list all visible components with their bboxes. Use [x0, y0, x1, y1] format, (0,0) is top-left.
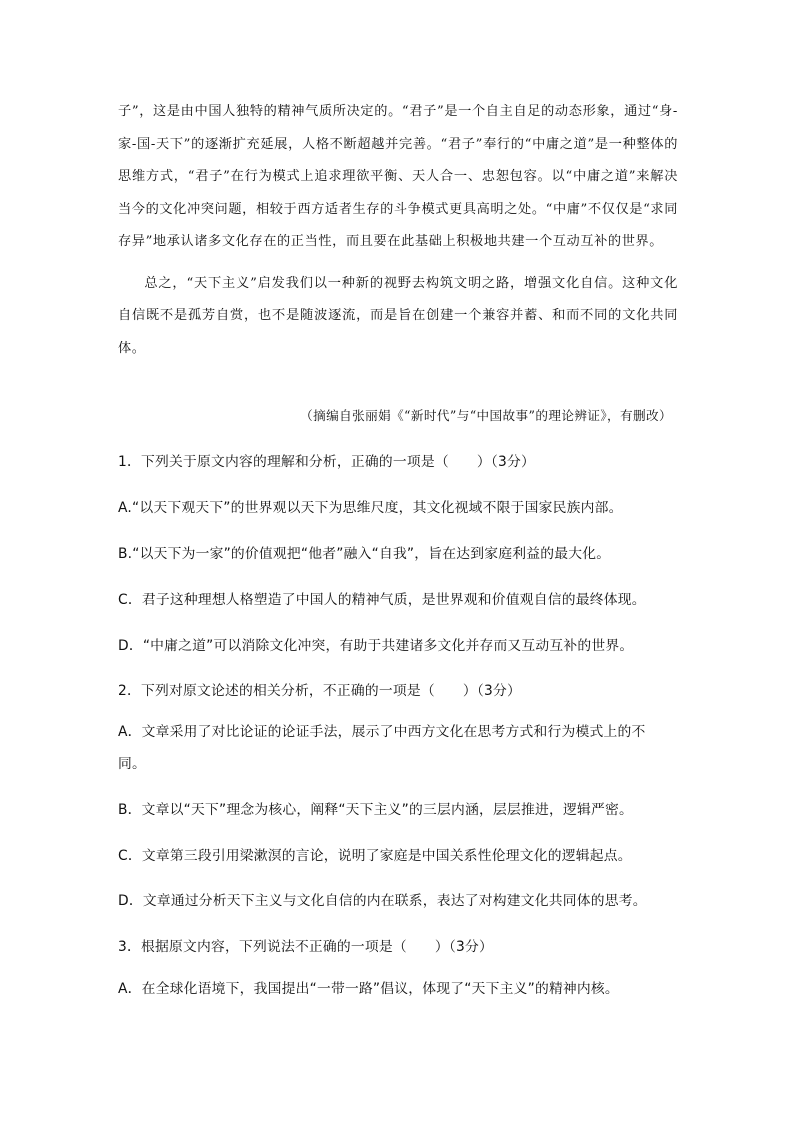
question-1-option-c: C．君子这种理想人格塑造了中国人的精神气质，是世界观和价值观自信的最终体现。	[118, 592, 646, 608]
question-3-option-a: A．在全球化语境下，我国提出“一带一路”倡议，体现了“天下主义”的精神内核。	[118, 981, 619, 997]
question-2-option-a: A．文章采用了对比论证的论证手法，展示了中西方文化在思考方式和行为模式上的不同。	[118, 724, 646, 772]
question-3-stem: 3．根据原文内容，下列说法不正确的一项是（ ）（3分）	[118, 939, 493, 955]
question-1-option-d: D．“中庸之道”可以消除文化冲突，有助于共建诸多文化并存而又互动互补的世界。	[118, 638, 634, 654]
question-2-option-c: C．文章第三段引用梁漱溟的言论，说明了家庭是中国关系性伦理文化的逻辑起点。	[118, 848, 632, 864]
reading-passage	[118, 96, 678, 365]
passage-paragraph-2: 总之，“天下主义”启发我们以一种新的视野去构筑文明之路，增强文化自信。这种文化自信既不是孤芳自赏，也不是随波逐流，而是旨在创建一个兼容并蓄、和而不同的文化共同体。	[118, 275, 678, 356]
question-2-stem: 2．下列对原文论述的相关分析，不正确的一项是（ ）（3分）	[118, 683, 521, 699]
question-2-option-b: B．文章以“天下”理念为核心，阐释“天下主义”的三层内涵，层层推进，逻辑严密。	[118, 802, 633, 818]
passage-source-citation: （摘编自张丽娟《“新时代”与“中国故事”的理论辨证》，有删改）	[300, 408, 672, 423]
question-1-option-b: B.“以天下为一家”的价值观把“他者”融入“自我”，旨在达到家庭利益的最大化。	[118, 546, 611, 562]
passage-paragraph-1: 子”，这是由中国人独特的精神气质所决定的。“君子”是一个自主自足的动态形象，通过“身-家-国-天下”的逐渐扩充延展，人格不断超越并完善。“君子”奉行的“中庸之道”是一种整体的思维方式，“君子”在行为模式上追求理欲平衡、天人合一、忠恕包容。以“中庸之道”来解决当今的文化冲突问题，相较于西方适者生存的斗争模式更具高明之处。“中庸”不仅仅是“求同存异”地承认诸多文化存在的正当性，而且要在此基础上积极地共建一个互动互补的世界。	[118, 104, 678, 249]
question-1-option-a: A.“以天下观天下”的世界观以天下为思维尺度，其文化视域不限于国家民族内部。	[118, 500, 623, 516]
question-2-option-d: D．文章通过分析天下主义与文化自信的内在联系，表达了对构建文化共同体的思考。	[118, 893, 647, 909]
question-1-stem: 1．下列关于原文内容的理解和分析，正确的一项是（ ）（3分）	[118, 454, 535, 470]
